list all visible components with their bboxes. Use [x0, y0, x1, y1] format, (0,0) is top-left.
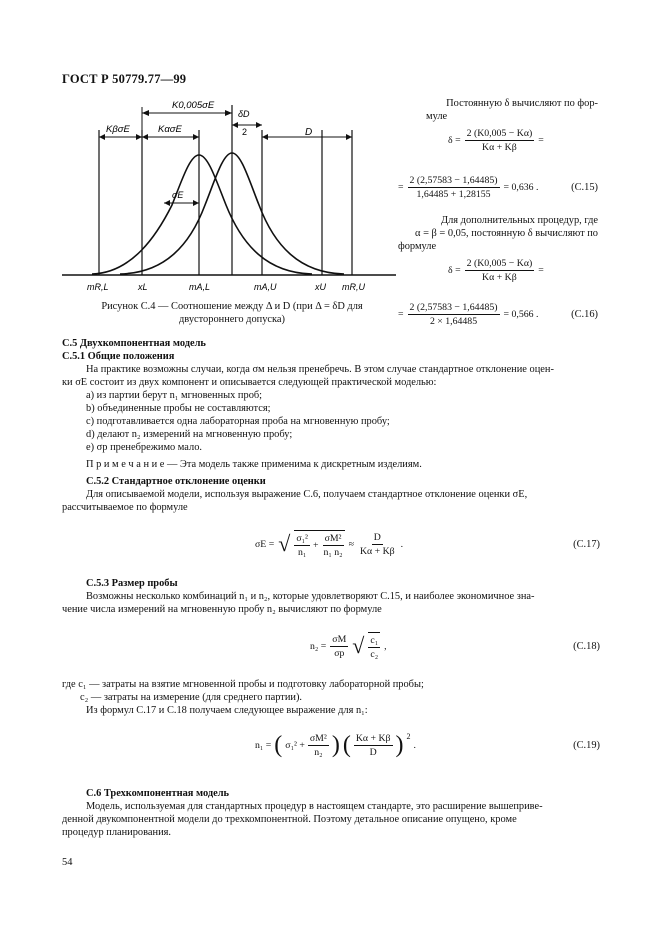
- c5-3-heading: С.5.3 Размер пробы: [86, 578, 178, 589]
- f19-lhs: n₁ =: [255, 740, 272, 751]
- f18-lhs: n₂ =: [310, 640, 327, 652]
- sqrt-icon: √: [278, 531, 291, 556]
- f2-eq: =: [538, 265, 544, 276]
- f19-c-den: D: [369, 747, 377, 758]
- f18-a-den: σp: [334, 647, 345, 659]
- f17-plus: +: [312, 540, 319, 551]
- where-c1: где c₁ — затраты на взятие мгновенной пробы и подготовку лабораторной пробы;: [62, 679, 424, 690]
- c5-2-paragraph-line-1: Для описываемой модели, используя выражение С.6, получаем стандартное отклонение оценки σE,: [86, 489, 528, 500]
- f19-b-num: σM²: [309, 733, 327, 744]
- label-d: D: [305, 127, 313, 138]
- right-text-2-line-2: α = β = 0,05, постоянную δ вычисляют по: [415, 228, 598, 239]
- f15-num: 2 (2,57583 − 1,64485): [409, 175, 498, 186]
- label-kbeta-sigma: KβσE: [106, 124, 130, 135]
- f19-b-den: n₂: [314, 747, 323, 758]
- page-number: 54: [62, 857, 73, 868]
- f17-t1-num: σ₁²: [296, 533, 308, 544]
- f18-a-num: σM: [332, 633, 347, 645]
- f15-den: 1,64485 + 1,28155: [416, 189, 491, 200]
- f17-r-den: Kα + Kβ: [359, 545, 395, 557]
- right-paren-icon: ): [331, 732, 340, 758]
- document-header: ГОСТ Р 50779.77—99: [62, 72, 187, 86]
- left-paren-icon: (: [342, 732, 351, 758]
- f17-approx: ≈: [348, 538, 354, 550]
- right-text-2: [398, 214, 598, 253]
- label-k0005-sigma: K0,005σE: [172, 100, 215, 111]
- c5-2-paragraph-line-2: рассчитываемое по формуле: [62, 502, 188, 513]
- axis-label-ma-u: mA,U: [254, 282, 277, 292]
- c5-1-heading: С.5.1 Общие положения: [62, 351, 175, 362]
- f15-prefix: =: [398, 182, 404, 193]
- f19-a: σ₁² +: [285, 740, 305, 751]
- where-block: [62, 678, 602, 717]
- figure-caption: [62, 300, 402, 326]
- f19-dot: .: [413, 740, 416, 751]
- list-item: c) подготавливается одна лабораторная проба на мгновенную пробу;: [86, 416, 390, 427]
- formula-c19: [255, 732, 600, 759]
- list-item: b) объединенные пробы не составляются;: [86, 403, 271, 414]
- right-text-1-line-2: муле: [426, 111, 448, 122]
- f18-b-num: c₁: [370, 635, 379, 646]
- axis-label-xl: xL: [138, 282, 148, 292]
- right-text-1-line-1: Постоянную δ вычисляют по фор-: [446, 98, 598, 109]
- c6-paragraph-line-1: Модель, используемая для стандартных процедур в настоящем стандарте, это расширение вышеприве-: [86, 801, 543, 812]
- axis-label-xu: xU: [315, 282, 326, 292]
- f1-lhs: δ =: [448, 135, 461, 146]
- caption-line-2: двустороннего допуска): [179, 314, 285, 325]
- formula-c17: [255, 530, 600, 558]
- f16-den: 2 × 1,64485: [429, 316, 478, 327]
- f16-result: = 0,566 .: [503, 309, 539, 320]
- f2-num: 2 (K0,005 − Kα): [466, 258, 533, 269]
- f17-t1-den: n₁: [297, 547, 307, 558]
- f16-number: (C.16): [571, 309, 598, 320]
- f15-result: = 0,636 .: [503, 182, 539, 193]
- f16-num: 2 (2,57583 − 1,64485): [409, 302, 498, 313]
- where-c2: c₂ — затраты на измерение (для среднего партии).: [80, 692, 303, 703]
- right-text-1: [426, 97, 598, 123]
- f19-number: (C.19): [573, 740, 600, 751]
- c5-model-list: [62, 389, 602, 454]
- c5-3-paragraph-line-2: чение числа измерений на мгновенную пробу n₂ вычисляют по формуле: [62, 604, 382, 615]
- f17-dot: .: [400, 538, 404, 550]
- list-item: a) из партии берут n₁ мгновенных проб;: [86, 390, 263, 401]
- c5-1-paragraph-line-2: ки σE состоит из двух компонент и описывается следующей практической моделью:: [62, 377, 437, 388]
- right-text-2-line-3: формуле: [398, 241, 437, 252]
- f17-t2-num: σM²: [324, 533, 342, 544]
- list-item: e) σp пренебрежимо мало.: [86, 442, 202, 453]
- axis-label-mr-l: mR,L: [87, 282, 109, 292]
- section-c6: [62, 787, 602, 839]
- c6-heading: С.6 Трехкомпонентная модель: [86, 788, 230, 799]
- label-delta-d-den: 2: [242, 127, 248, 137]
- axis-label-mr-u: mR,U: [342, 282, 365, 292]
- f18-number: (C.18): [573, 640, 600, 652]
- sqrt-icon: √: [352, 633, 365, 658]
- f2-den: Kα + Kβ: [482, 272, 517, 283]
- c5-note: П р и м е ч а н и е — Эта модель также применима к дискретным изделиям.: [86, 459, 422, 470]
- f1-num: 2 (K0,005 − Kα): [466, 128, 533, 139]
- f1-den: Kα + Kβ: [482, 142, 517, 153]
- caption-line-1: Рисунок С.4 — Соотношение между Δ и D (при Δ = δD для: [101, 301, 363, 312]
- label-sigma-e: σE: [172, 190, 184, 200]
- c5-heading: С.5 Двухкомпонентная модель: [62, 338, 206, 349]
- c5-3-paragraph-line-1: Возможны несколько комбинаций n₁ и n₂, которые удовлетворяют С.15, и наиболее экономичное зна-: [86, 591, 535, 602]
- label-delta-d-num: δD: [238, 109, 250, 119]
- formula-c18: [310, 632, 600, 660]
- f18-comma: ,: [384, 640, 387, 652]
- section-c5-3: [62, 577, 602, 616]
- c6-paragraph-line-3: процедур планирования.: [62, 827, 172, 838]
- f18-b-den: c₂: [370, 649, 379, 660]
- left-paren-icon: (: [274, 732, 283, 758]
- f19-c-num: Kα + Kβ: [355, 733, 391, 744]
- c5-2-heading: С.5.2 Стандартное отклонение оценки: [86, 476, 266, 487]
- f17-number: (C.17): [573, 538, 600, 550]
- normal-distribution-figure: [62, 95, 402, 300]
- formula-c15: [398, 175, 598, 200]
- right-text-2-line-1: Для дополнительных процедур, где: [441, 215, 598, 226]
- f17-t2-den: n₁ n₂: [323, 547, 343, 558]
- f16-prefix: =: [398, 309, 404, 320]
- f17-lhs: σE =: [255, 538, 275, 550]
- formula-delta-1: [448, 128, 544, 153]
- c5-3-paragraph-2: Из формул С.17 и С.18 получаем следующее выражение для n₁:: [86, 705, 368, 716]
- f17-r-num: D: [373, 531, 381, 543]
- f19-power: 2: [406, 732, 411, 741]
- f1-eq: =: [538, 135, 544, 146]
- right-paren-icon: ): [395, 732, 404, 758]
- f2-lhs: δ =: [448, 265, 461, 276]
- c5-1-paragraph-line-1: На практике возможны случаи, когда σм нельзя пренебречь. В этом случае стандартное отклонение оцен-: [86, 364, 554, 375]
- axis-label-ma-l: mA,L: [189, 282, 211, 292]
- f15-number: (C.15): [571, 182, 598, 193]
- formula-c16: [398, 302, 598, 327]
- list-item: d) делают n₂ измерений на мгновенную пробу;: [86, 429, 293, 440]
- left-normal-curve: [92, 155, 312, 274]
- c6-paragraph-line-2: денной двукомпонентной модели до трехкомпонентной. Поэтому детальное описание опущено, кроме: [62, 814, 517, 825]
- section-c5: [62, 337, 602, 514]
- formula-delta-2: [448, 258, 544, 283]
- label-kalpha-sigma: KασE: [158, 124, 182, 135]
